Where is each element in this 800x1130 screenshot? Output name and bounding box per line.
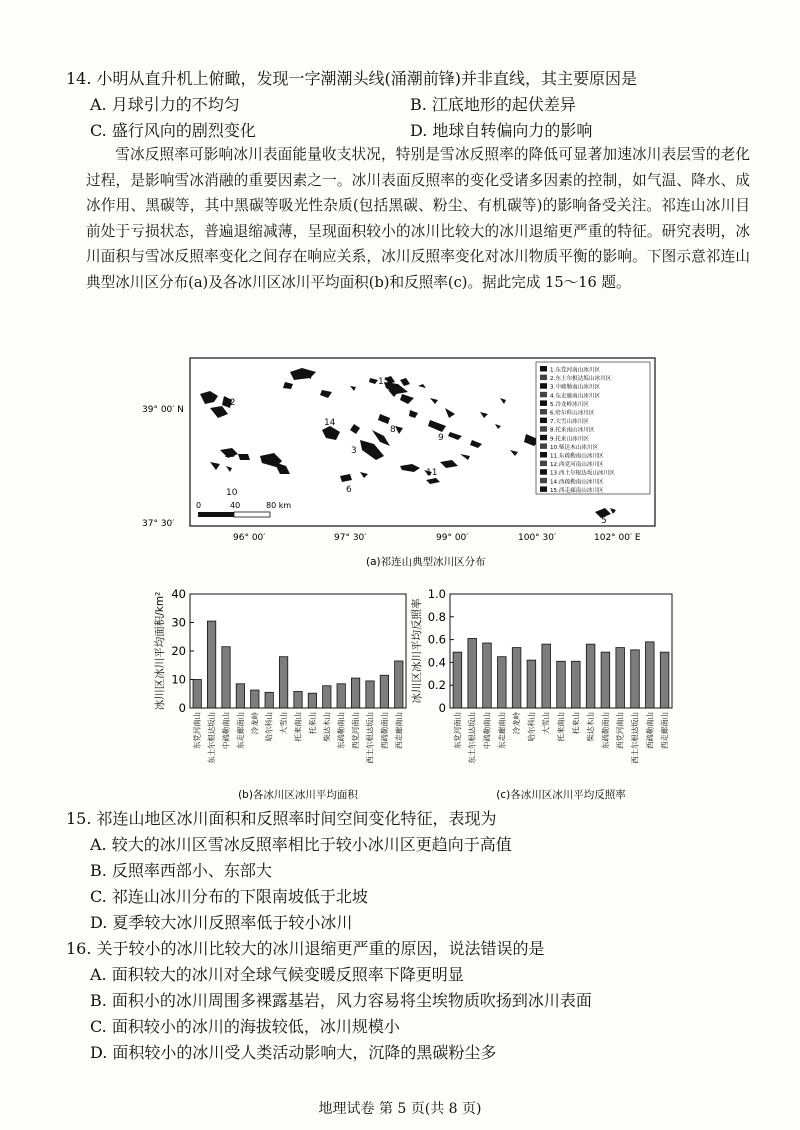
y-tick-label: 0 [438, 701, 446, 715]
x-tick-label: 东党河南山 [192, 712, 202, 749]
passage [86, 142, 750, 296]
bar [265, 692, 273, 708]
x-tick-label: 西疏勒南山 [379, 712, 389, 749]
bar [660, 652, 669, 708]
legend-swatch [540, 418, 547, 424]
y-tick-label: 40 [171, 588, 186, 601]
bar [527, 660, 536, 708]
legend-entry: 5.冷龙岭冰川区 [550, 401, 589, 408]
bar [323, 686, 331, 708]
legend-entry: 6.哈尔科山冰川区 [550, 410, 595, 417]
y-tick-label: 0.4 [427, 655, 446, 670]
q15-option-c: C. 祁连山冰川分布的下限南坡低于北坡 [90, 887, 368, 906]
q15-option-d: D. 夏季较大冰川反照率低于较小冰川 [90, 913, 353, 932]
x-tick-label: 托来南山 [293, 712, 303, 742]
x-tick-label: 西党河南山 [615, 712, 625, 749]
x-tick-label: 托来山 [571, 712, 581, 735]
bar [380, 675, 388, 708]
y-tick-label: 10 [171, 672, 186, 687]
lat-label-37-30: 37° 30′ [142, 519, 175, 529]
x-tick-label: 东疏勒南山 [336, 712, 346, 749]
bar [616, 648, 625, 708]
legend-entry: 14.西疏勒南山冰川区 [550, 479, 604, 486]
q16-option-b: B. 面积小的冰川周围多裸露基岩，风力容易将尘埃物质吹扬到冰川表面 [90, 991, 592, 1010]
bar [468, 638, 477, 708]
x-tick-label: 哈尔科山 [526, 712, 536, 742]
bar [542, 644, 551, 708]
scale-label-80: 80 km [266, 501, 292, 510]
x-tick-label: 东土尔根达坂山 [467, 712, 477, 764]
legend-entry: 9.托来山冰川区 [550, 436, 589, 443]
q14-option-a: A. 月球引力的不均匀 [90, 95, 240, 114]
page-footer: 地理试卷 第 5 页(共 8 页) [318, 1101, 482, 1117]
bar [586, 644, 595, 708]
legend-entry: 4.东走廊南山冰川区 [550, 393, 601, 400]
legend-swatch [540, 443, 547, 449]
legend-swatch [540, 383, 547, 389]
x-tick-label: 西走廊南山 [394, 712, 404, 749]
q14-option-b: B. 江底地形的起伏差异 [410, 95, 576, 114]
bar [351, 678, 359, 708]
region-label-9: 9 [438, 433, 444, 443]
legend-entry: 10.柴达木山冰川区 [550, 444, 599, 451]
bar [279, 657, 287, 708]
bar [631, 650, 640, 708]
x-tick-label: 西土尔根达坂山 [630, 712, 640, 764]
region-label-10: 10 [226, 488, 238, 498]
legend-swatch [540, 486, 547, 492]
y-axis-label: 冰川区冰川平均面积/km² [154, 591, 166, 711]
legend-entry: 12.西党河南山冰川区 [550, 462, 604, 469]
x-tick-label: 中疏勒南山 [221, 712, 231, 749]
legend-swatch [540, 392, 547, 398]
legend-swatch [540, 366, 547, 372]
area-bar-chart [150, 588, 415, 810]
x-tick-label: 大雪山 [279, 712, 289, 735]
bar [512, 648, 521, 708]
bar [207, 621, 215, 708]
x-tick-label: 大雪山 [541, 712, 551, 735]
legend-swatch [540, 426, 547, 432]
bar [483, 643, 492, 708]
x-tick-label: 东走廊南山 [235, 712, 245, 749]
bar [646, 642, 655, 708]
bar [294, 691, 302, 708]
q14-stem: 14. 小明从直升机上俯瞰，发现一字潮潮头线(涌潮前锋)并非直线，其主要原因是 [66, 69, 638, 88]
glacier-map [140, 350, 660, 585]
q15-stem: 15. 祁连山地区冰川面积和反照率时间空间变化特征，表现为 [66, 809, 497, 828]
albedo-bar-chart [410, 588, 685, 810]
lon-label-102e: 102° 00′ E [594, 533, 641, 543]
q16-option-a: A. 面积较大的冰川对全球气候变暖反照率下降更明显 [90, 965, 464, 984]
region-label-6: 6 [346, 485, 352, 495]
region-label-15: 15 [378, 377, 390, 387]
legend-entry: 7.大雪山冰川区 [550, 419, 589, 426]
x-tick-label: 冷龙岭 [512, 712, 522, 735]
x-tick-label: 托来山 [307, 712, 317, 735]
x-tick-label: 西走廊南山 [660, 712, 670, 749]
region-label-7: 7 [308, 372, 314, 382]
legend-swatch [540, 478, 547, 484]
x-tick-label: 中疏勒南山 [482, 712, 492, 749]
y-tick-label: 0.2 [427, 678, 446, 693]
bar [308, 693, 316, 708]
y-tick-label: 30 [171, 615, 186, 630]
chart-title: (b)各冰川区冰川平均面积 [238, 789, 358, 801]
y-tick-label: 20 [171, 644, 186, 658]
bar [251, 690, 259, 708]
q14-option-c: C. 盛行风向的剧烈变化 [90, 121, 256, 140]
x-tick-label: 西土尔根达坂山 [365, 712, 375, 764]
bar [453, 652, 462, 708]
x-tick-label: 柴达木山 [586, 712, 596, 742]
lon-label-97-30: 97° 30′ [334, 533, 367, 543]
y-tick-label: 0.8 [427, 609, 446, 624]
lon-label-99: 99° 00′ [436, 533, 469, 543]
map-caption: (a)祁连山典型冰川区分布 [366, 556, 486, 568]
legend-swatch [540, 435, 547, 441]
y-axis-label: 冰川区冰川平均反照率 [411, 598, 423, 704]
legend-entry: 8.托来南山冰川区 [550, 427, 595, 434]
q16-option-c: C. 面积较小的冰川的海拔较低，冰川规模小 [90, 1017, 400, 1036]
y-tick-label: 1.0 [427, 588, 446, 601]
q16-stem: 16. 关于较小的冰川比较大的冰川退缩更严重的原因，说法错误的是 [66, 939, 545, 958]
bar [193, 680, 201, 709]
y-tick-label: 0 [178, 701, 186, 715]
bar [337, 684, 345, 708]
legend-entry: 1.东党河南山冰川区 [550, 367, 601, 374]
region-label-8: 8 [390, 425, 396, 435]
legend-entry: 13.西土尔根达坂山冰川区 [550, 470, 615, 477]
scale-label-40: 40 [230, 501, 241, 510]
x-tick-label: 西疏勒南山 [645, 712, 655, 749]
scale-label-0: 0 [196, 501, 202, 510]
legend-entry: 3.中疏勒南山冰川区 [550, 384, 601, 391]
legend-swatch [540, 400, 547, 406]
x-tick-label: 西党河南山 [351, 712, 361, 749]
region-label-2: 2 [272, 457, 278, 467]
x-tick-label: 冷龙岭 [250, 712, 260, 735]
x-tick-label: 托来南山 [556, 712, 566, 742]
region-label-12: 12 [224, 398, 236, 408]
lon-label-100-30: 100° 30′ [518, 533, 557, 543]
q16-option-d: D. 面积较小的冰川受人类活动影响大，沉降的黑碳粉尘多 [90, 1043, 497, 1062]
region-label-13: 13 [224, 450, 236, 460]
y-tick-label: 0.6 [427, 632, 446, 647]
bar [366, 681, 374, 708]
legend-swatch [540, 469, 547, 475]
region-label-11: 11 [426, 468, 438, 478]
legend-swatch [540, 375, 547, 381]
legend-swatch [540, 461, 547, 467]
q15-option-b: B. 反照率西部小、东部大 [90, 861, 272, 880]
lon-label-96: 96° 00′ [233, 533, 266, 543]
x-tick-label: 东土尔根达坂山 [207, 712, 217, 764]
x-tick-label: 东走廊南山 [497, 712, 507, 749]
bar [395, 661, 403, 708]
x-tick-label: 哈尔科山 [264, 712, 274, 742]
bar [601, 652, 610, 708]
legend-swatch [540, 452, 547, 458]
map-legend [536, 362, 650, 494]
legend-swatch [540, 409, 547, 415]
bar [236, 684, 244, 708]
bar [557, 661, 566, 708]
region-label-3: 3 [351, 446, 357, 456]
chart-title: (c)各冰川区冰川平均反照率 [496, 789, 626, 801]
bar [572, 661, 581, 708]
lat-label-39n: 39° 00′ N [142, 405, 184, 415]
q14-option-d: D. 地球自转偏向力的影响 [410, 121, 593, 140]
region-label-14: 14 [324, 418, 336, 428]
x-tick-label: 柴达木山 [322, 712, 332, 742]
passage-text: 雪冰反照率可影响冰川表面能量收支状况，特别是雪冰反照率的降低可显著加速冰川表层雪的老化过程，是影响雪冰消融的重要因素之一。冰川表面反照率的变化受诸多因素的控制，如气温、降水、成冰作用、黑碳等，其中黑碳等吸光性杂质(包括黑碳、粉尘、有机碳等)的影响备受关注。祁连山冰川目前处于亏损状态，普遍退缩减薄，呈现面积较小的冰川比较大的冰川退缩更严重的特征。研究表明，冰川面积与雪冰反照率变化之间存在响应关系，冰川反照率变化对冰川物质平衡的影响。下图示意祁连山典型冰川区分布(a)及各冰川区冰川平均面积(b)和反照率(c)。据此完成 15～16 题。 [86, 146, 750, 291]
bar [222, 647, 230, 708]
legend-entry: 2.东土尔根达坂山冰川区 [550, 376, 612, 383]
region-label-5: 5 [601, 516, 607, 526]
q15-option-a: A. 较大的冰川区雪冰反照率相比于较小冰川区更趋向于高值 [90, 835, 512, 854]
legend-entry: 11.东疏勒南山冰川区 [550, 453, 604, 460]
legend-entry: 15.西走廊南山冰川区 [550, 487, 604, 494]
x-tick-label: 东疏勒南山 [600, 712, 610, 749]
bar [498, 657, 507, 708]
x-tick-label: 东党河南山 [452, 712, 462, 749]
